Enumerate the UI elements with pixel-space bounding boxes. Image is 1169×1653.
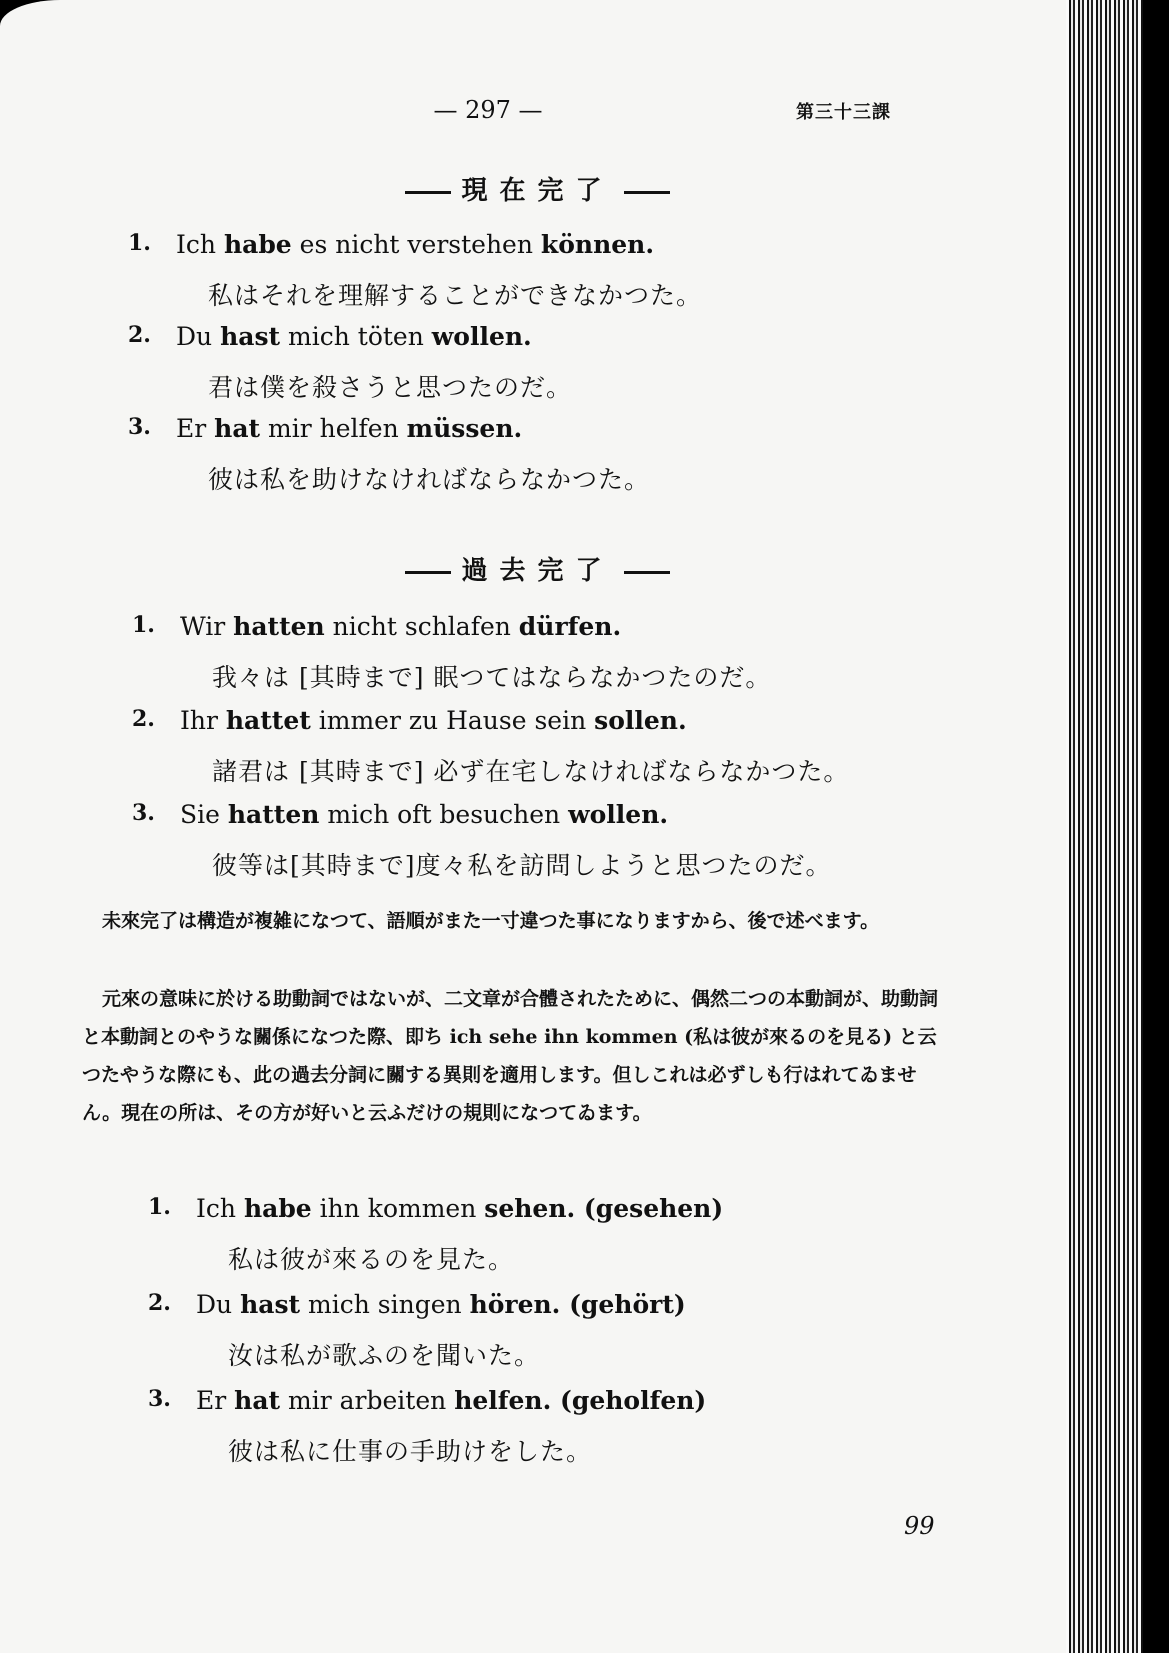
example-number: 1. <box>132 612 155 638</box>
german-sentence: Ihr hattet immer zu Hause sein sollen. <box>180 706 687 735</box>
japanese-translation: 君は僕を殺さうと思つたのだ。 <box>208 373 573 402</box>
example-number: 2. <box>148 1290 171 1316</box>
page-number-bottom: 99 <box>904 1512 935 1540</box>
example-number: 3. <box>148 1386 171 1412</box>
japanese-translation: 汝は私が歌ふのを聞いた。 <box>228 1341 541 1370</box>
section-title-past-perfect <box>0 550 1075 587</box>
title-rule-right <box>624 191 670 194</box>
japanese-translation: 私は彼が來るのを見た。 <box>228 1245 515 1274</box>
example-number: 2. <box>132 706 155 732</box>
german-sentence: Er hat mir helfen müssen. <box>176 414 523 443</box>
paragraph-modal-rule: 元來の意味に於ける助動詞ではないが、二文章が合體されたために、偶然二つの本動詞が、助動詞と本動詞とのやうな關係になつた際、即ち ich sehe ihn kommen (私は彼が來るのを見る) と云つたやうな際にも、此の過去分詞に關する異則を適用します。但しこれは必ずしも行はれてゐません。現在の所は、その方が好いと云ふだけの規則になつてゐます。 <box>82 988 939 1124</box>
german-sentence: Er hat mir arbeiten helfen. (geholfen) <box>196 1386 707 1415</box>
example-number: 3. <box>128 414 151 440</box>
japanese-translation: 我々は [其時まで] 眠つてはならなかつたのだ。 <box>212 663 772 692</box>
example-number: 2. <box>128 322 151 348</box>
japanese-translation: 彼は私を助けなければならなかつた。 <box>208 465 651 494</box>
title-rule-left <box>405 191 451 194</box>
book-page-edges <box>1066 0 1169 1653</box>
title-rule-left <box>405 571 451 574</box>
german-sentence: Ich habe ihn kommen sehen. (gesehen) <box>196 1194 724 1223</box>
title-rule-right <box>624 571 670 574</box>
japanese-translation: 諸君は [其時まで] 必ず在宅しなければならなかつた。 <box>212 757 850 786</box>
german-sentence: Ich habe es nicht verstehen können. <box>176 230 655 259</box>
example-number: 1. <box>148 1194 171 1220</box>
japanese-translation: 彼等は[其時まで]度々私を訪問しようと思つたのだ。 <box>212 851 832 880</box>
german-sentence: Sie hatten mich oft besuchen wollen. <box>180 800 669 829</box>
page-number-top: — 297 — <box>433 96 543 124</box>
paragraph-future-perfect: 未來完了は構造が複雑になつて、語順がまた一寸違つた事になりますから、後で述べます。 <box>102 910 880 932</box>
chapter-label: 第三十三課 <box>796 102 891 123</box>
section-title-text: 現在完了 <box>461 176 614 206</box>
japanese-translation: 私はそれを理解することができなかつた。 <box>208 281 703 310</box>
running-head <box>0 96 1075 132</box>
japanese-translation: 彼は私に仕事の手助けをした。 <box>228 1437 593 1466</box>
example-number: 3. <box>132 800 155 826</box>
german-sentence: Wir hatten nicht schlafen dürfen. <box>180 612 622 641</box>
section-title-present-perfect <box>0 170 1075 207</box>
german-sentence: Du hast mich singen hören. (gehört) <box>196 1290 686 1319</box>
example-number: 1. <box>128 230 151 256</box>
german-sentence: Du hast mich töten wollen. <box>176 322 532 351</box>
book-edge-shadow <box>1143 0 1169 1653</box>
section-title-text: 過去完了 <box>461 556 614 586</box>
